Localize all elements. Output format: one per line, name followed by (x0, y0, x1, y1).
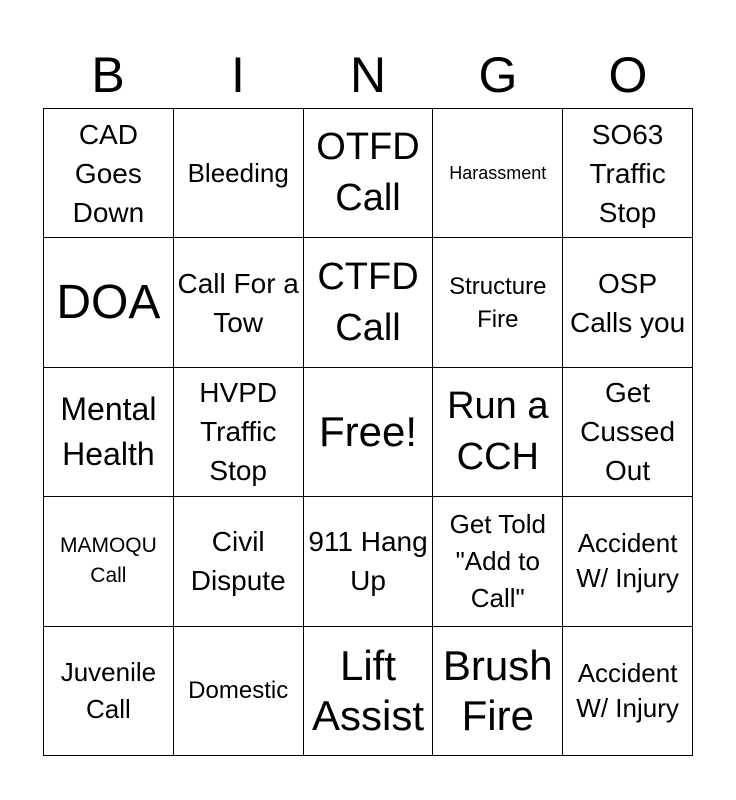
cell-label: Harassment (449, 163, 547, 184)
bingo-cell-b5[interactable] (44, 627, 174, 756)
cell-label: OSP Calls you (570, 267, 686, 338)
cell-label: DOA (56, 275, 161, 329)
bingo-cell-n2[interactable] (304, 238, 434, 367)
cell-label: CTFD Call (317, 255, 419, 349)
cell-label: Bleeding (187, 157, 289, 188)
cell-label: SO63 Traffic Stop (589, 118, 666, 228)
bingo-cell-i4[interactable] (174, 497, 304, 626)
bingo-cell-i1[interactable] (174, 109, 304, 238)
bingo-cell-g1[interactable] (433, 109, 563, 238)
header-letter-i: I (231, 47, 245, 103)
cell-label: Structure Fire (449, 272, 547, 333)
bingo-cell-o2[interactable] (563, 238, 693, 367)
cell-label: Run a CCH (447, 384, 549, 478)
bingo-cell-b4[interactable] (44, 497, 174, 626)
bingo-cell-i2[interactable] (174, 238, 304, 367)
cell-label: Accident W/ Injury (576, 657, 679, 723)
bingo-cell-g2[interactable] (433, 238, 563, 367)
bingo-cell-g4[interactable] (433, 497, 563, 626)
cell-label: Civil Dispute (190, 526, 286, 597)
bingo-board (43, 108, 693, 756)
bingo-cell-b2[interactable] (44, 238, 174, 367)
bingo-cell-o3[interactable] (563, 368, 693, 497)
cell-label: OTFD Call (316, 126, 420, 220)
cell-label: Call For a Tow (177, 267, 299, 338)
bingo-cell-o4[interactable] (563, 497, 693, 626)
bingo-cell-n1[interactable] (304, 109, 434, 238)
bingo-cell-g5[interactable] (433, 627, 563, 756)
bingo-cell-i3[interactable] (174, 368, 304, 497)
cell-label: Get Cussed Out (580, 377, 676, 487)
cell-label: 911 Hang Up (308, 526, 428, 597)
cell-label: Brush Fire (442, 641, 553, 739)
cell-label: Get Told "Add to Call" (449, 508, 546, 613)
bingo-cell-n4[interactable] (304, 497, 434, 626)
cell-label: Juvenile Call (60, 656, 157, 724)
bingo-cell-i5[interactable] (174, 627, 304, 756)
bingo-cell-b1[interactable] (44, 109, 174, 238)
header-letter-n: N (349, 47, 387, 103)
bingo-cell-o5[interactable] (563, 627, 693, 756)
cell-label: Accident W/ Injury (576, 528, 679, 594)
header-letter-g: G (478, 47, 518, 103)
bingo-cell-b3[interactable] (44, 368, 174, 497)
cell-label: CAD Goes Down (72, 118, 145, 228)
header-letter-o: O (608, 47, 648, 103)
cell-label: Domestic (188, 676, 289, 704)
cell-label: HVPD Traffic Stop (199, 377, 278, 487)
cell-label: Mental Health (60, 390, 157, 472)
bingo-cell-o1[interactable] (563, 109, 693, 238)
bingo-cell-n3[interactable] (304, 368, 434, 497)
cell-label: MAMOQU Call (59, 534, 157, 588)
cell-label: Lift Assist (311, 641, 424, 739)
header-letter-b: B (91, 47, 125, 103)
bingo-header (43, 42, 693, 108)
bingo-cell-n5[interactable] (304, 627, 434, 756)
cell-label: Free! (318, 407, 417, 455)
bingo-cell-g3[interactable] (433, 368, 563, 497)
